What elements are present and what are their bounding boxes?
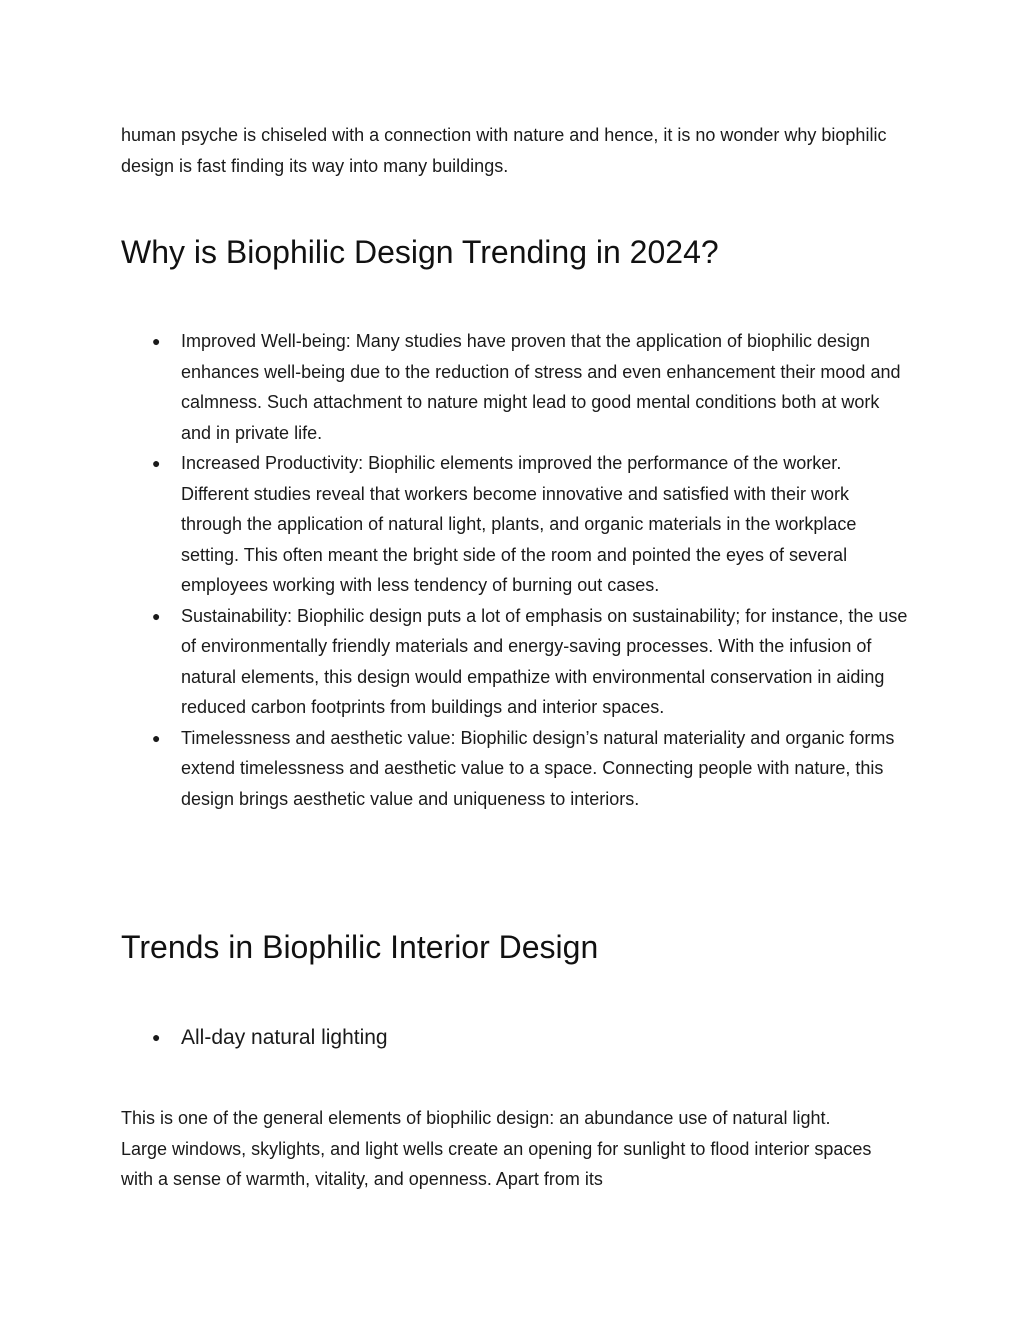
bullet-icon: ● bbox=[152, 1029, 161, 1045]
list-item bbox=[121, 601, 911, 723]
bullet-icon: ● bbox=[152, 729, 161, 746]
trends-list bbox=[121, 1022, 911, 1054]
intro-paragraph: human psyche is chiseled with a connection with nature and hence, it is no wonder why biophilic design is fast finding its way into many buildings. bbox=[121, 125, 887, 176]
list-item bbox=[121, 448, 911, 601]
benefits-list bbox=[121, 326, 911, 814]
list-item-text: Sustainability: Biophilic design puts a lot of emphasis on sustainability; for instance, the use of environmentally friendly materials and energy-saving processes. With the infusion of natural elements, this design would empathize with environmental conservation in aiding reduced carbon footprints from buildings and interior spaces. bbox=[181, 605, 908, 717]
bullet-icon: ● bbox=[152, 607, 161, 624]
list-item-text: Increased Productivity: Biophilic elements improved the performance of the worker. Different studies reveal that workers become innovative and satisfied with their work through the application of natural light, plants, and organic materials in the workplace setting. This often meant the bright side of the room and pointed the eyes of several employees working with less tendency of burning out cases. bbox=[181, 453, 857, 595]
list-item-text: All-day natural lighting bbox=[181, 1026, 388, 1049]
list-item-text: Timelessness and aesthetic value: Biophilic design’s natural materiality and organic forms extend timelessness and aesthetic value to a space. Connecting people with nature, this design brings aesthetic value and uniqueness to interiors. bbox=[181, 727, 895, 809]
natural-lighting-paragraph: This is one of the general elements of biophilic design: an abundance use of natural light. Large windows, skylights, and light wells create an opening for sunlight to flood interior spaces with a sense of warmth, vitality, and openness. Apart from its bbox=[121, 1108, 872, 1189]
bullet-icon: ● bbox=[152, 455, 161, 471]
list-item bbox=[121, 1022, 911, 1054]
list-item bbox=[121, 723, 911, 815]
bullet-icon: ● bbox=[152, 333, 161, 349]
section-heading-why-trending: Why is Biophilic Design Trending in 2024? bbox=[121, 234, 719, 270]
list-item-text: Improved Well-being: Many studies have proven that the application of biophilic design enhances well-being due to the reduction of stress and even enhancement their mood and calmness. Such attachment to nature might lead to good mental conditions both at work and in private life. bbox=[181, 331, 901, 443]
section-heading-trends: Trends in Biophilic Interior Design bbox=[121, 929, 599, 965]
list-item bbox=[121, 326, 911, 448]
